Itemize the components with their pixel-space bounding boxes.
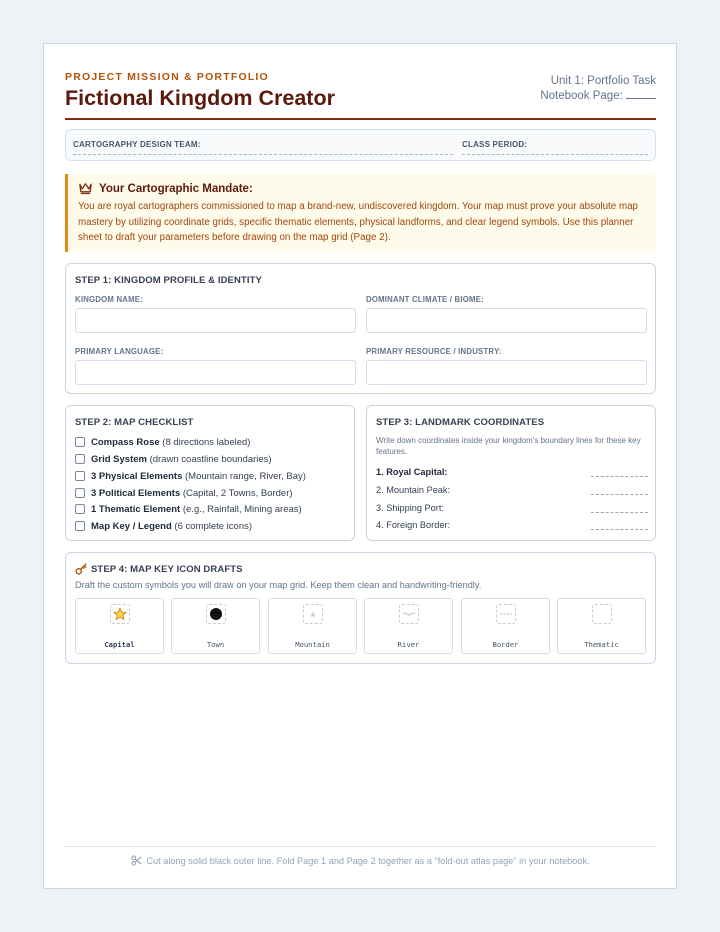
coordinate-answer-line[interactable] <box>591 494 648 495</box>
language-label: PRIMARY LANGUAGE: <box>75 347 164 356</box>
checklist-item-detail: (Capital, 2 Towns, Border) <box>180 488 293 499</box>
key-draft-thematic[interactable] <box>557 598 646 654</box>
checklist-item-detail: (e.g., Rainfall, Mining areas) <box>180 504 302 515</box>
key-draft-label: River <box>397 640 420 649</box>
checklist-item-bold: 3 Political Elements <box>91 488 181 499</box>
kingdom-name-field[interactable] <box>75 308 356 333</box>
key-draft-label: Thematic <box>584 640 619 649</box>
key-draft-mountain[interactable] <box>268 598 357 654</box>
step3-card <box>366 405 656 541</box>
key-draft-label: Mountain <box>295 640 330 649</box>
wave-icon <box>399 604 419 624</box>
checklist-item-bold: Map Key / Legend <box>91 521 172 532</box>
team-name-line[interactable] <box>73 154 453 155</box>
blank-icon <box>592 604 612 624</box>
coordinate-row-royal-capital[interactable] <box>376 467 648 481</box>
page-title: Fictional Kingdom Creator <box>65 86 335 110</box>
checkbox[interactable] <box>75 488 85 498</box>
step2-card <box>65 405 355 541</box>
key-draft-capital[interactable] <box>75 598 164 654</box>
checklist-item-bold: Grid System <box>91 454 147 465</box>
key-icon <box>75 562 88 575</box>
checklist-item-bold: 3 Physical Elements <box>91 471 183 482</box>
step3-title: STEP 3: LANDMARK COORDINATES <box>376 417 545 428</box>
step1-card <box>65 263 656 394</box>
mandate-title: Your Cartographic Mandate: <box>99 183 253 195</box>
key-draft-border[interactable] <box>461 598 550 654</box>
coordinate-answer-line[interactable] <box>591 476 648 477</box>
checklist-item-detail: (drawn coastline boundaries) <box>146 454 272 465</box>
checkbox[interactable] <box>75 504 85 514</box>
checkbox[interactable] <box>75 454 85 464</box>
checkbox[interactable] <box>75 437 85 447</box>
team-info-bar <box>65 129 656 161</box>
footer-text: Cut along solid black outer line. Fold Page 1 and Page 2 together as a "fold-out atlas page" in your notebook. <box>146 856 590 866</box>
key-draft-town[interactable] <box>171 598 260 654</box>
team-label: CARTOGRAPHY DESIGN TEAM: <box>73 140 201 149</box>
scissors-icon <box>131 855 142 866</box>
header-rule <box>65 118 656 120</box>
triangle-icon <box>303 604 323 624</box>
climate-label: DOMINANT CLIMATE / BIOME: <box>366 295 484 304</box>
coordinate-label: 2. Mountain Peak: <box>376 485 451 495</box>
step2-title: STEP 2: MAP CHECKLIST <box>75 417 194 428</box>
checkbox[interactable] <box>75 521 85 531</box>
unit-label: Unit 1: Portfolio Task <box>550 75 656 87</box>
mandate-callout <box>65 174 656 252</box>
worksheet-page <box>43 43 677 889</box>
step1-title: STEP 1: KINGDOM PROFILE & IDENTITY <box>75 275 262 286</box>
key-draft-river[interactable] <box>364 598 453 654</box>
crown-icon <box>78 181 93 195</box>
coordinate-row-foreign-border[interactable] <box>376 520 648 534</box>
coordinate-answer-line[interactable] <box>591 529 648 530</box>
notebook-page-blank[interactable] <box>626 89 656 99</box>
page-eyebrow: PROJECT MISSION & PORTFOLIO <box>65 71 269 83</box>
mandate-body: You are royal cartographers commissioned to map a brand-new, undiscovered kingdom. Your map must prove your absolute map mastery by utilizing coordinate grids, specific thematic elements, physical landforms, and clear legend symbols. Use this planner sheet to draft your parameters before drawing on the map grid (Page 2). <box>78 201 639 243</box>
key-draft-label: Border <box>492 640 519 649</box>
step4-description: Draft the custom symbols you will draw on your map grid. Keep them clean and handwriting-friendly. <box>75 580 482 590</box>
checkbox[interactable] <box>75 471 85 481</box>
header-meta <box>540 74 656 104</box>
dot-icon <box>206 604 226 624</box>
key-draft-label: Capital <box>104 640 135 649</box>
checklist-item-bold: 1 Thematic Element <box>91 504 181 515</box>
page-footer <box>65 855 656 866</box>
language-field[interactable] <box>75 360 356 385</box>
checklist-item-detail: (6 complete icons) <box>171 521 253 532</box>
key-draft-label: Town <box>206 640 225 649</box>
step3-description: Write down coordinates inside your kingdom's boundary lines for these key features. <box>376 436 641 456</box>
checklist-item-detail: (Mountain range, River, Bay) <box>182 471 306 482</box>
step4-card <box>65 552 656 664</box>
coordinate-label: 1. Royal Capital: <box>376 467 448 477</box>
coordinate-row-shipping-port[interactable] <box>376 503 648 517</box>
footer-divider <box>65 846 656 847</box>
checklist-item-detail: (8 directions labeled) <box>159 437 251 448</box>
climate-field[interactable] <box>366 308 647 333</box>
coordinate-row-mountain-peak[interactable] <box>376 485 648 499</box>
notebook-page-label: Notebook Page: <box>540 90 623 102</box>
dashed-line-icon <box>496 604 516 624</box>
class-period-label: CLASS PERIOD: <box>462 140 528 149</box>
coordinate-label: 3. Shipping Port: <box>376 503 444 513</box>
notebook-page-row <box>540 89 656 104</box>
kingdom-name-label: KINGDOM NAME: <box>75 295 144 304</box>
step4-title: STEP 4: MAP KEY ICON DRAFTS <box>91 564 243 575</box>
coordinate-answer-line[interactable] <box>591 512 648 513</box>
checklist-item-bold: Compass Rose <box>91 437 160 448</box>
coordinate-label: 4. Foreign Border: <box>376 520 451 530</box>
star-icon <box>110 604 130 624</box>
page-header <box>65 70 656 120</box>
resource-field[interactable] <box>366 360 647 385</box>
resource-label: PRIMARY RESOURCE / INDUSTRY: <box>366 347 502 356</box>
class-period-line[interactable] <box>462 154 648 155</box>
